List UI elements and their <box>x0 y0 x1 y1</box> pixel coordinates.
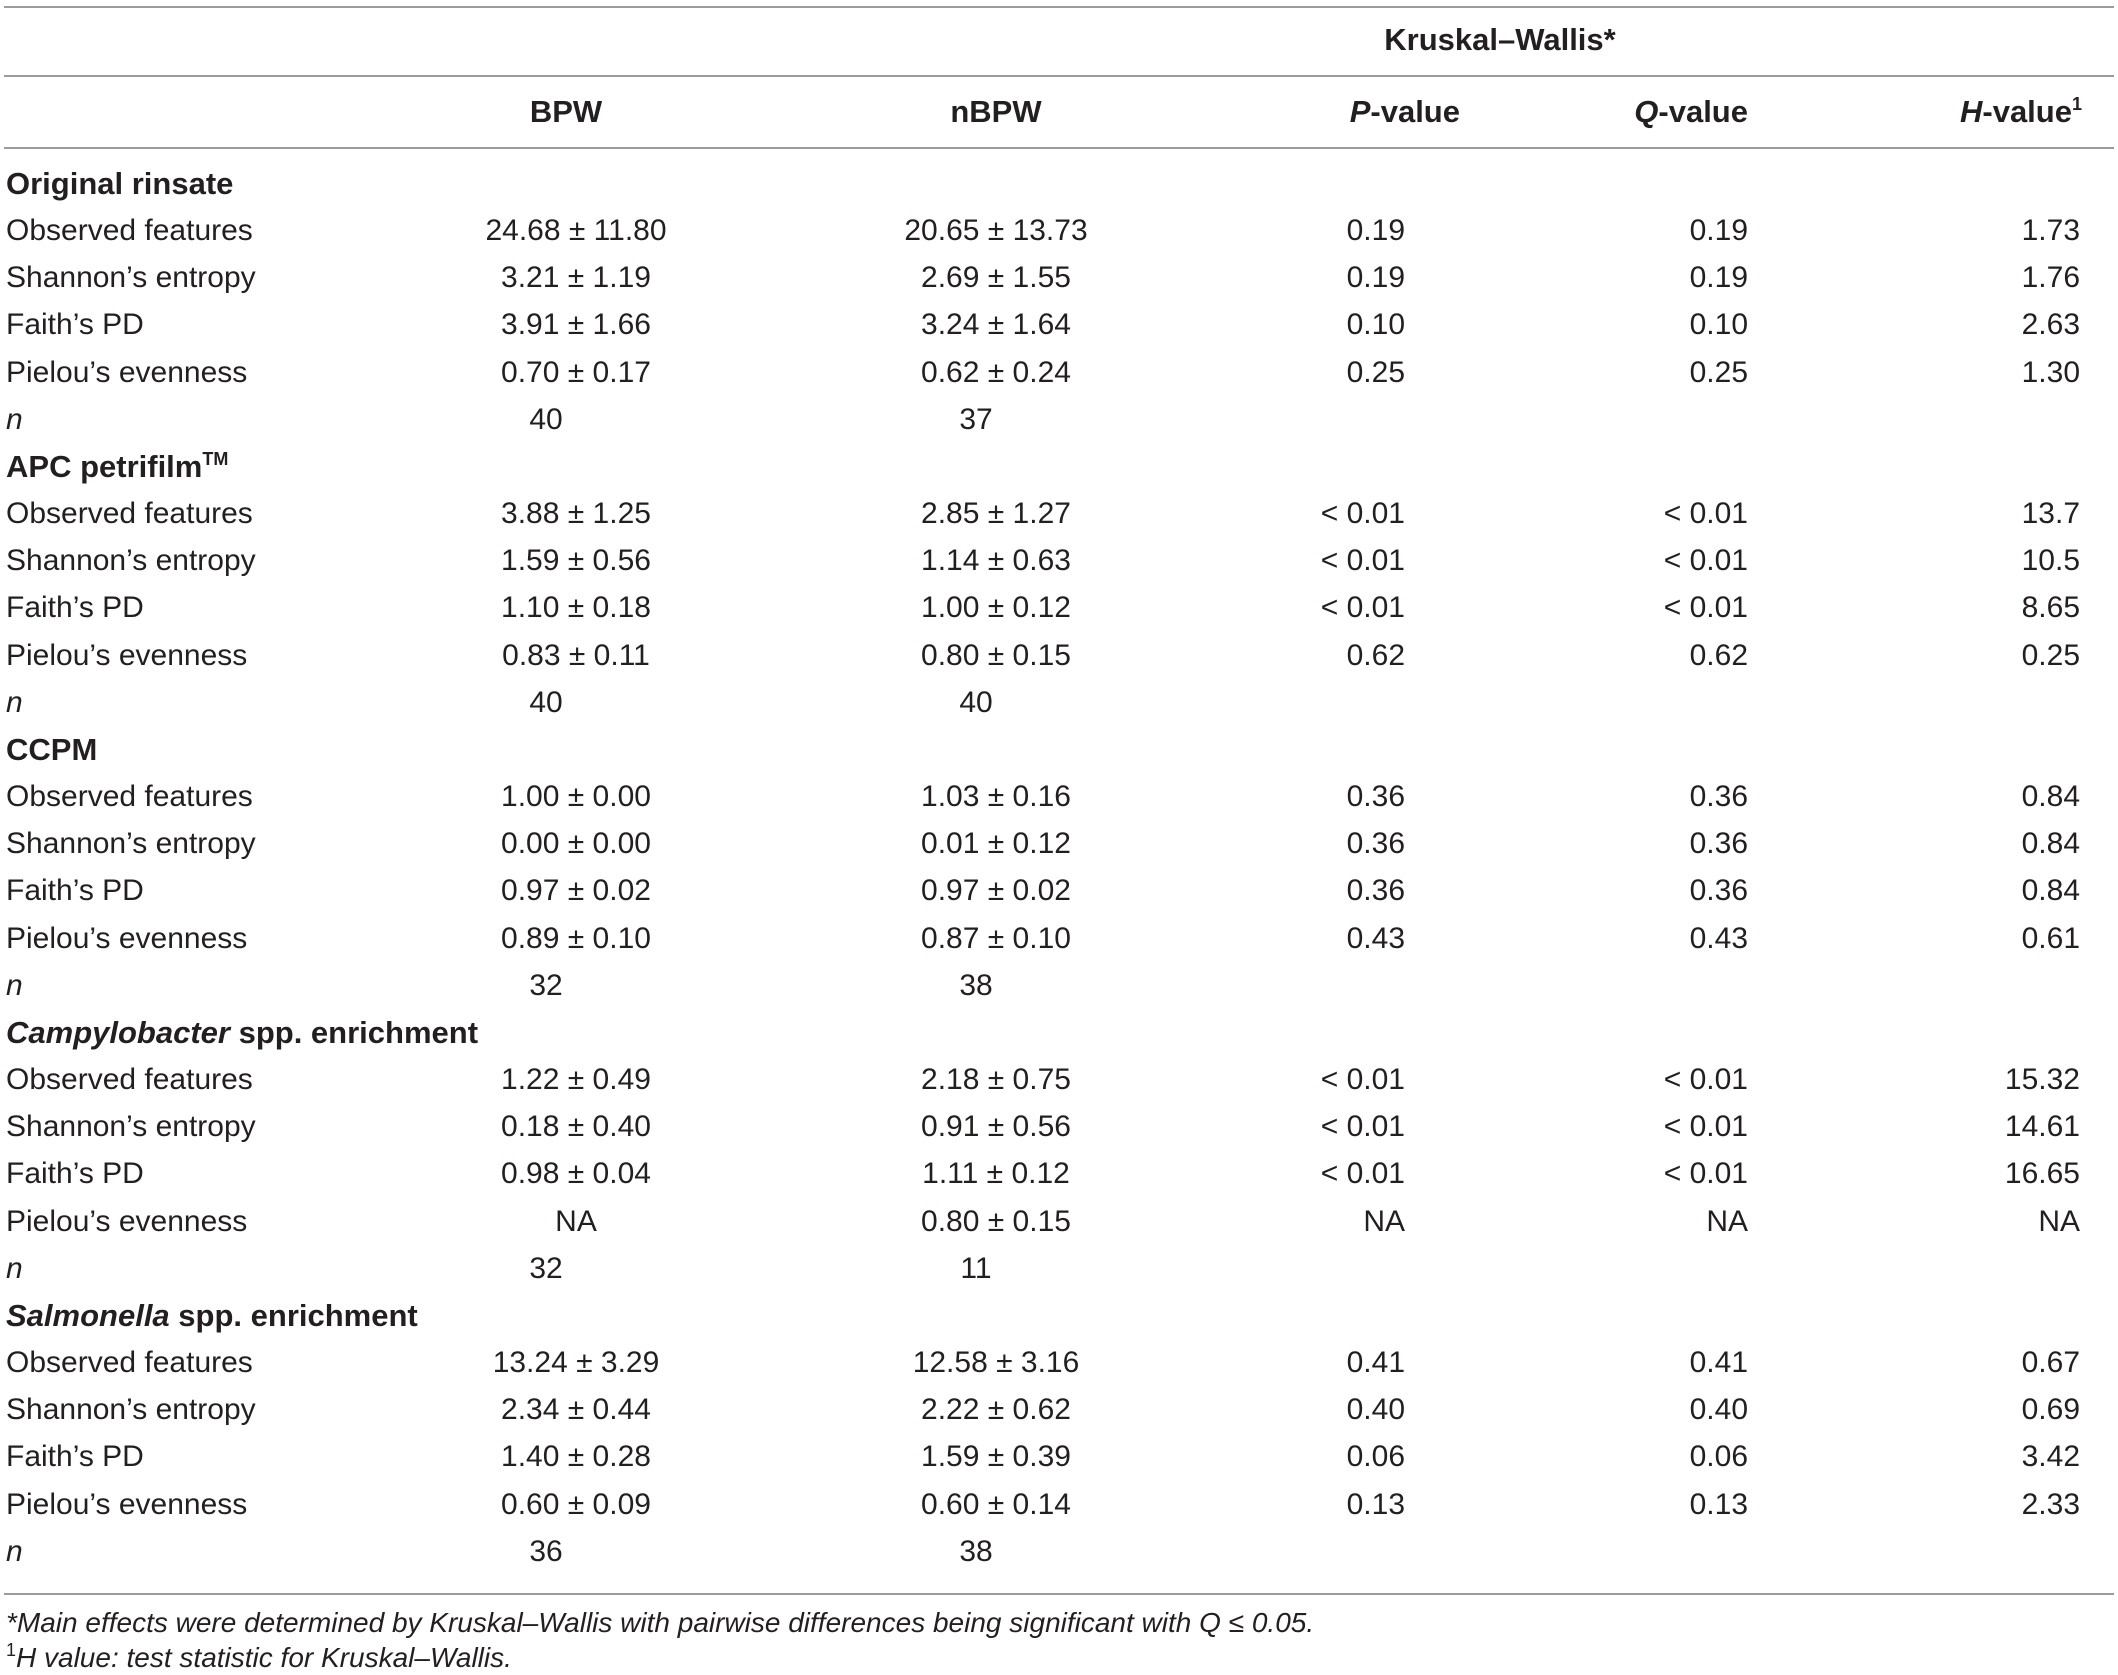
column-header-q-value: Q-value <box>1634 94 1748 129</box>
cell-bpw: 0.00 ± 0.00 <box>501 827 651 860</box>
n-bpw: 36 <box>529 1535 563 1568</box>
row-label: Observed features <box>6 497 253 530</box>
section-title-salmonella: Salmonella spp. enrichment <box>6 1298 418 1333</box>
cell-q-value: < 0.01 <box>1663 1063 1748 1096</box>
cell-bpw: 1.40 ± 0.28 <box>501 1440 651 1473</box>
row-label: Pielou’s evenness <box>6 639 248 672</box>
footnote-one: $^1$H value: test statistic for Kruskal–Wallis. <box>6 1640 512 1673</box>
cell-bpw: 0.98 ± 0.04 <box>501 1157 651 1190</box>
row-label: Shannon’s entropy <box>6 544 256 577</box>
cell-h-value: 16.65 <box>2004 1157 2080 1190</box>
row-label: Faith’s PD <box>6 874 144 907</box>
n-label: n <box>6 403 23 436</box>
row-label: Faith’s PD <box>6 308 144 341</box>
cell-q-value: 0.25 <box>1689 356 1748 389</box>
cell-q-value: 0.43 <box>1689 922 1748 955</box>
n-label: n <box>6 686 23 719</box>
cell-q-value: NA <box>1706 1205 1748 1238</box>
row-label: Shannon’s entropy <box>6 261 256 294</box>
cell-bpw: 0.89 ± 0.10 <box>501 922 651 955</box>
column-header-p-value: P-value <box>1349 94 1460 129</box>
top-rule <box>4 6 2114 8</box>
footnote-star: *Main effects were determined by Kruskal–Wallis with pairwise differences being significant with Q ≤ 0.05. <box>6 1607 1315 1638</box>
cell-nbpw: 2.22 ± 0.62 <box>921 1393 1071 1426</box>
cell-h-value: 0.84 <box>2021 827 2080 860</box>
row-label: Pielou’s evenness <box>6 922 248 955</box>
cell-q-value: 0.19 <box>1689 261 1748 294</box>
cell-nbpw: 1.11 ± 0.12 <box>922 1157 1070 1190</box>
cell-bpw: 0.83 ± 0.11 <box>502 639 650 672</box>
section-title-ccpm: CCPM <box>6 732 98 767</box>
cell-p-value: 0.41 <box>1346 1346 1405 1379</box>
cell-q-value: 0.19 <box>1689 214 1748 247</box>
column-header-bpw: BPW <box>529 94 603 129</box>
row-label: Observed features <box>6 780 253 813</box>
n-bpw: 32 <box>529 969 563 1002</box>
cell-p-value: 0.40 <box>1346 1393 1405 1426</box>
cell-nbpw: 20.65 ± 13.73 <box>904 214 1088 247</box>
cell-nbpw: 1.03 ± 0.16 <box>921 780 1071 813</box>
cell-q-value: 0.36 <box>1689 827 1748 860</box>
cell-p-value: 0.19 <box>1346 214 1405 247</box>
cell-q-value: < 0.01 <box>1663 497 1748 530</box>
cell-bpw: 0.70 ± 0.17 <box>501 356 651 389</box>
cell-h-value: 14.61 <box>2004 1110 2080 1143</box>
cell-q-value: 0.40 <box>1689 1393 1748 1426</box>
n-label: n <box>6 1252 23 1285</box>
n-bpw: 32 <box>529 1252 563 1285</box>
cell-q-value: 0.62 <box>1689 639 1748 672</box>
cell-p-value: 0.62 <box>1346 639 1405 672</box>
cell-q-value: 0.13 <box>1689 1488 1748 1521</box>
section-title-apc-petrifilm: APC petrifilm™ <box>6 449 229 484</box>
n-bpw: 40 <box>529 403 563 436</box>
group-header-rule <box>4 75 2114 77</box>
cell-bpw: 0.18 ± 0.40 <box>501 1110 651 1143</box>
cell-bpw: 0.97 ± 0.02 <box>501 874 651 907</box>
cell-h-value: 0.69 <box>2021 1393 2080 1426</box>
n-nbpw: 37 <box>959 403 993 436</box>
row-label: Observed features <box>6 1063 253 1096</box>
cell-bpw: 1.59 ± 0.56 <box>501 544 651 577</box>
cell-nbpw: 0.97 ± 0.02 <box>921 874 1071 907</box>
cell-q-value: 0.36 <box>1689 874 1748 907</box>
cell-p-value: 0.13 <box>1346 1488 1405 1521</box>
cell-bpw: 1.10 ± 0.18 <box>501 591 651 624</box>
cell-h-value: 0.84 <box>2021 874 2080 907</box>
cell-bpw: 2.34 ± 0.44 <box>501 1393 651 1426</box>
cell-p-value: 0.36 <box>1346 780 1405 813</box>
cell-h-value: 13.7 <box>2021 497 2080 530</box>
cell-bpw: 3.21 ± 1.19 <box>501 261 651 294</box>
cell-p-value: 0.25 <box>1346 356 1405 389</box>
cell-q-value: < 0.01 <box>1663 1110 1748 1143</box>
n-nbpw: 38 <box>959 1535 993 1568</box>
cell-nbpw: 0.80 ± 0.15 <box>921 639 1071 672</box>
cell-h-value: 0.67 <box>2021 1346 2080 1379</box>
n-nbpw: 11 <box>960 1252 992 1285</box>
cell-p-value: 0.43 <box>1346 922 1405 955</box>
n-nbpw: 40 <box>959 686 993 719</box>
cell-nbpw: 0.01 ± 0.12 <box>921 827 1071 860</box>
row-label: Faith’s PD <box>6 1440 144 1473</box>
cell-p-value: < 0.01 <box>1320 1157 1405 1190</box>
row-label: Faith’s PD <box>6 1157 144 1190</box>
cell-nbpw: 1.00 ± 0.12 <box>921 591 1071 624</box>
cell-nbpw: 0.60 ± 0.14 <box>921 1488 1071 1521</box>
cell-p-value: < 0.01 <box>1320 544 1405 577</box>
cell-bpw: 0.60 ± 0.09 <box>501 1488 651 1521</box>
cell-h-value: NA <box>2038 1205 2080 1238</box>
cell-bpw: 3.88 ± 1.25 <box>501 497 651 530</box>
n-label: n <box>6 969 23 1002</box>
row-label: Pielou’s evenness <box>6 1205 248 1238</box>
cell-p-value: 0.36 <box>1346 874 1405 907</box>
column-header-nbpw: nBPW <box>950 94 1042 129</box>
row-label: Shannon’s entropy <box>6 1393 256 1426</box>
n-nbpw: 38 <box>959 969 993 1002</box>
cell-h-value: 2.33 <box>2021 1488 2080 1521</box>
cell-h-value: 1.30 <box>2021 356 2080 389</box>
cell-nbpw: 2.85 ± 1.27 <box>921 497 1071 530</box>
cell-h-value: 0.84 <box>2021 780 2080 813</box>
cell-h-value: 2.63 <box>2021 308 2080 341</box>
cell-h-value: 15.32 <box>2004 1063 2080 1096</box>
cell-p-value: 0.36 <box>1346 827 1405 860</box>
cell-h-value: 3.42 <box>2021 1440 2080 1473</box>
cell-q-value: < 0.01 <box>1663 544 1748 577</box>
cell-nbpw: 1.59 ± 0.39 <box>921 1440 1071 1473</box>
column-header-h-value: H-value$^1$ <box>1959 94 2082 129</box>
cell-bpw: 1.22 ± 0.49 <box>501 1063 651 1096</box>
cell-p-value: 0.19 <box>1346 261 1405 294</box>
cell-q-value: 0.10 <box>1689 308 1748 341</box>
row-label: Pielou’s evenness <box>6 1488 248 1521</box>
cell-p-value: NA <box>1363 1205 1405 1238</box>
cell-p-value: < 0.01 <box>1320 1110 1405 1143</box>
cell-nbpw: 0.91 ± 0.56 <box>921 1110 1071 1143</box>
cell-q-value: 0.06 <box>1689 1440 1748 1473</box>
cell-h-value: 1.73 <box>2021 214 2080 247</box>
n-label: n <box>6 1535 23 1568</box>
column-header-rule <box>4 147 2114 149</box>
row-label: Pielou’s evenness <box>6 356 248 389</box>
row-label: Observed features <box>6 1346 253 1379</box>
section-title-original-rinsate: Original rinsate <box>6 166 234 201</box>
row-label: Faith’s PD <box>6 591 144 624</box>
row-label: Observed features <box>6 214 253 247</box>
cell-h-value: 0.25 <box>2021 639 2080 672</box>
cell-nbpw: 2.18 ± 0.75 <box>921 1063 1071 1096</box>
bottom-rule <box>4 1593 2114 1595</box>
cell-p-value: 0.10 <box>1346 308 1405 341</box>
cell-q-value: < 0.01 <box>1663 591 1748 624</box>
cell-h-value: 1.76 <box>2021 261 2080 294</box>
cell-bpw: 24.68 ± 11.80 <box>485 214 667 247</box>
cell-p-value: 0.06 <box>1346 1440 1405 1473</box>
cell-bpw: 3.91 ± 1.66 <box>501 308 651 341</box>
cell-nbpw: 0.62 ± 0.24 <box>921 356 1071 389</box>
cell-q-value: < 0.01 <box>1663 1157 1748 1190</box>
cell-bpw: NA <box>555 1205 597 1238</box>
cell-h-value: 10.5 <box>2021 544 2080 577</box>
cell-nbpw: 0.80 ± 0.15 <box>921 1205 1071 1238</box>
n-bpw: 40 <box>529 686 563 719</box>
cell-nbpw: 3.24 ± 1.64 <box>921 308 1071 341</box>
cell-p-value: < 0.01 <box>1320 591 1405 624</box>
cell-h-value: 8.65 <box>2021 591 2080 624</box>
cell-nbpw: 2.69 ± 1.55 <box>921 261 1071 294</box>
cell-nbpw: 1.14 ± 0.63 <box>921 544 1071 577</box>
row-label: Shannon’s entropy <box>6 1110 256 1143</box>
cell-bpw: 1.00 ± 0.00 <box>501 780 651 813</box>
row-label: Shannon’s entropy <box>6 827 256 860</box>
cell-q-value: 0.36 <box>1689 780 1748 813</box>
cell-nbpw: 0.87 ± 0.10 <box>921 922 1071 955</box>
kruskal-wallis-group-header: Kruskal–Wallis* <box>1384 22 1616 57</box>
cell-p-value: < 0.01 <box>1320 1063 1405 1096</box>
section-title-campylobacter: Campylobacter spp. enrichment <box>6 1015 479 1050</box>
cell-h-value: 0.61 <box>2021 922 2080 955</box>
cell-q-value: 0.41 <box>1689 1346 1748 1379</box>
cell-p-value: < 0.01 <box>1320 497 1405 530</box>
cell-bpw: 13.24 ± 3.29 <box>492 1346 660 1379</box>
cell-nbpw: 12.58 ± 3.16 <box>912 1346 1080 1379</box>
